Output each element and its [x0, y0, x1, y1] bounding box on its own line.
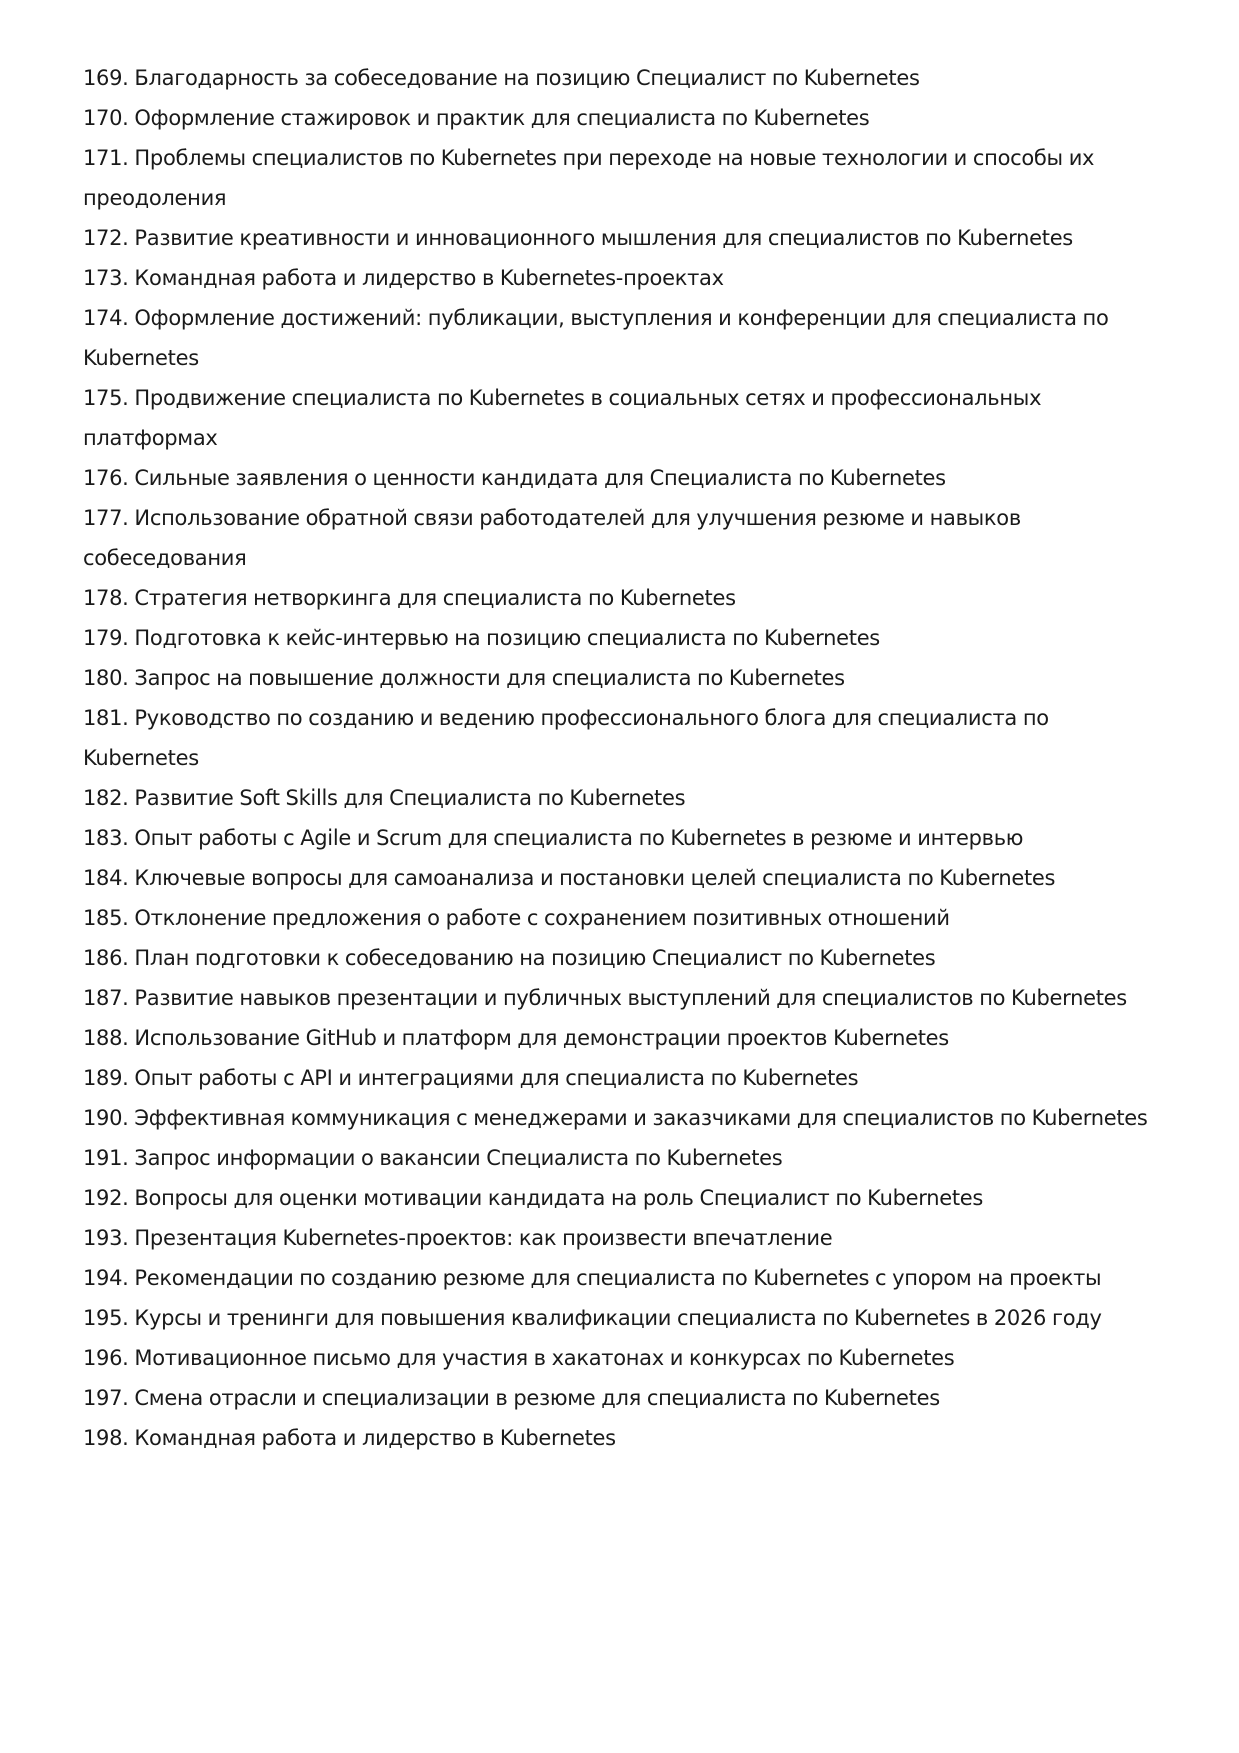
list-item: 175. Продвижение специалиста по Kubernetes в социальных сетях и профессиональных платформах: [83, 386, 1042, 450]
list-item: 174. Оформление достижений: публикации, выступления и конференции для специалиста по Kubernetes: [83, 306, 1109, 370]
list-item: 185. Отклонение предложения о работе с сохранением позитивных отношений: [83, 906, 950, 930]
list-item: 191. Запрос информации о вакансии Специалиста по Kubernetes: [83, 1146, 783, 1170]
list-item: 196. Мотивационное письмо для участия в хакатонах и конкурсах по Kubernetes: [83, 1346, 955, 1370]
list-item: 182. Развитие Soft Skills для Специалиста по Kubernetes: [83, 786, 686, 810]
list-item: 173. Командная работа и лидерство в Kubernetes-проектах: [83, 266, 724, 290]
list-item: 170. Оформление стажировок и практик для специалиста по Kubernetes: [83, 106, 870, 130]
list-item: 176. Сильные заявления о ценности кандидата для Специалиста по Kubernetes: [83, 466, 946, 490]
list-item: 189. Опыт работы с API и интеграциями для специалиста по Kubernetes: [83, 1066, 859, 1090]
topic-list: [83, 58, 1163, 1458]
list-item: 186. План подготовки к собеседованию на позицию Специалист по Kubernetes: [83, 946, 936, 970]
list-item: 195. Курсы и тренинги для повышения квалификации специалиста по Kubernetes в 2026 году: [83, 1306, 1102, 1330]
list-item: 192. Вопросы для оценки мотивации кандидата на роль Специалист по Kubernetes: [83, 1186, 984, 1210]
document-page: [83, 58, 1163, 1458]
list-item: 184. Ключевые вопросы для самоанализа и постановки целей специалиста по Kubernetes: [83, 866, 1056, 890]
list-item: 187. Развитие навыков презентации и публичных выступлений для специалистов по Kubernetes: [83, 986, 1127, 1010]
list-item: 197. Смена отрасли и специализации в резюме для специалиста по Kubernetes: [83, 1386, 940, 1410]
list-item: 179. Подготовка к кейс-интервью на позицию специалиста по Kubernetes: [83, 626, 880, 650]
list-item: 183. Опыт работы с Agile и Scrum для специалиста по Kubernetes в резюме и интервью: [83, 826, 1024, 850]
list-item: 177. Использование обратной связи работодателей для улучшения резюме и навыков собеседования: [83, 506, 1021, 570]
list-item: 180. Запрос на повышение должности для специалиста по Kubernetes: [83, 666, 845, 690]
list-item: 188. Использование GitHub и платформ для демонстрации проектов Kubernetes: [83, 1026, 949, 1050]
list-item: 172. Развитие креативности и инновационного мышления для специалистов по Kubernetes: [83, 226, 1073, 250]
list-item: 171. Проблемы специалистов по Kubernetes при переходе на новые технологии и способы их преодоления: [83, 146, 1095, 210]
list-item: 169. Благодарность за собеседование на позицию Специалист по Kubernetes: [83, 66, 920, 90]
list-item: 190. Эффективная коммуникация с менеджерами и заказчиками для специалистов по Kubernetes: [83, 1106, 1148, 1130]
list-item: 193. Презентация Kubernetes-проектов: как произвести впечатление: [83, 1226, 833, 1250]
list-item: 198. Командная работа и лидерство в Kubernetes: [83, 1426, 616, 1450]
list-item: 194. Рекомендации по созданию резюме для специалиста по Kubernetes с упором на проекты: [83, 1266, 1102, 1290]
list-item: 181. Руководство по созданию и ведению профессионального блога для специалиста по Kubernetes: [83, 706, 1049, 770]
list-item: 178. Стратегия нетворкинга для специалиста по Kubernetes: [83, 586, 736, 610]
